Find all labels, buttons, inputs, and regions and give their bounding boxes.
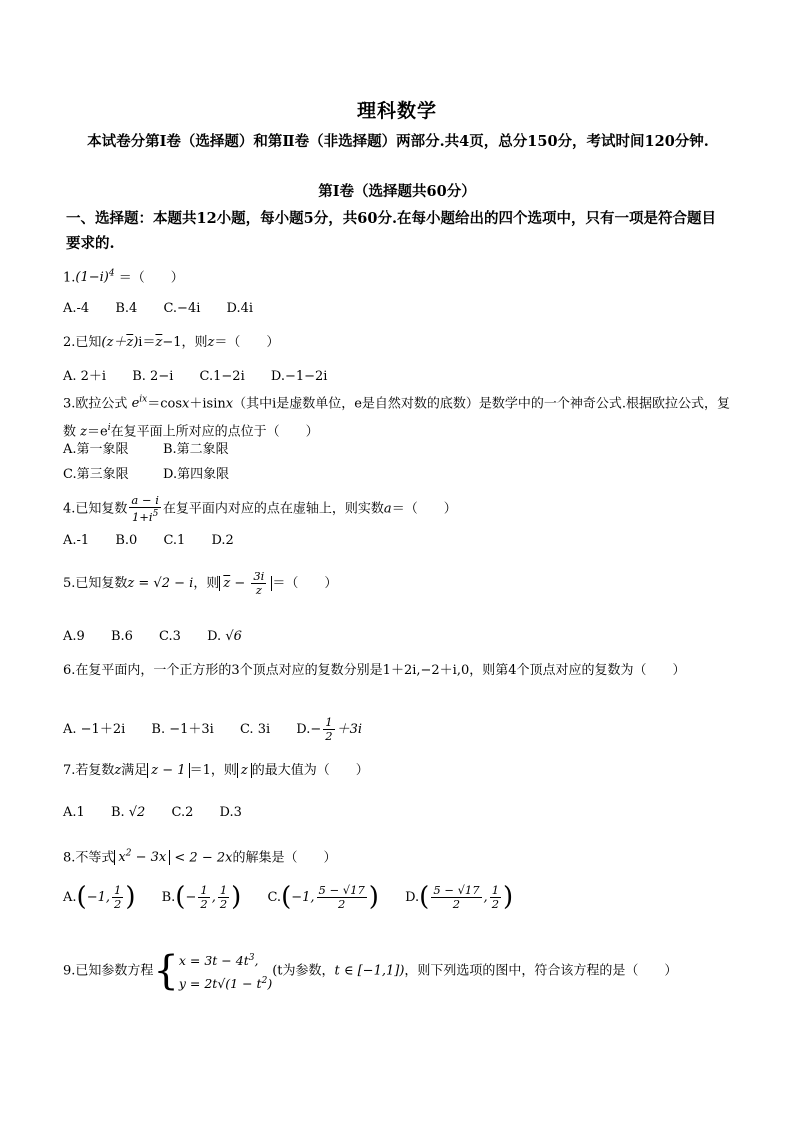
option-d[interactable]: D.2	[211, 533, 234, 548]
option-c[interactable]: C.1−2i	[199, 369, 245, 384]
option-a[interactable]: A. −1＋2i	[63, 722, 126, 737]
option-a[interactable]: A.1	[63, 805, 85, 820]
option-a[interactable]: A.-4	[63, 301, 90, 316]
option-d[interactable]: D. √6	[207, 629, 242, 644]
option-d[interactable]: D.−1−2i	[270, 369, 328, 384]
exam-info: 本试卷分第Ⅰ卷（选择题）和第Ⅱ卷（非选择题）两部分.共4页，总分150分，考试时间120分钟.	[87, 133, 709, 150]
option-b[interactable]: B.(− $\frac{1}{2}$ , $\frac{1}{2}$ )	[161, 882, 242, 912]
option-b[interactable]: B. 2−i	[132, 369, 174, 384]
question-9: 9.已知参数方程{ $x = 3t - 4t^3$, $y = 2t√(1 - t^2)$ (t为参数，t ∈ [−1,1])，则下列选项的图中，符合该方程的是（ ）	[63, 948, 678, 995]
question-5-options	[63, 624, 733, 649]
option-d[interactable]: D.3	[219, 805, 242, 820]
option-c[interactable]: C. 3i	[239, 722, 271, 737]
option-c[interactable]: C.2	[171, 805, 194, 820]
option-b[interactable]: B.6	[110, 629, 133, 644]
option-b[interactable]: B.0	[115, 533, 138, 548]
option-c[interactable]: C.3	[159, 629, 181, 644]
page-title: 理科数学	[356, 100, 437, 122]
question-4: 4.已知复数 $\frac{a - i}{1+i^5}$ 在复平面内对应的点在虚轴上，则实数a＝（ ）	[63, 493, 457, 524]
question-5: 5.已知复数z = √2 − i，则 $\overline{z}$ − $\frac{3i}{z}$ ＝（ ）	[63, 569, 338, 597]
option-d[interactable]: D.− $\frac{1}{2}$ ＋3i	[296, 715, 363, 743]
option-d[interactable]: D.4i	[226, 301, 254, 316]
option-a[interactable]: A.-1	[63, 533, 90, 548]
option-a[interactable]: A.9	[63, 629, 85, 644]
option-c[interactable]: C.第三象限	[63, 467, 129, 482]
option-b[interactable]: B. √2	[110, 805, 146, 820]
question-1: $1.(1-i)^4$ ＝（ ）	[63, 269, 184, 286]
question-8: 8.不等式 $x^2 - 3x < 2 - 2x$的解集是（ ）	[63, 849, 337, 866]
option-c[interactable]: C.−4i	[163, 301, 201, 316]
option-b[interactable]: B. −1＋3i	[151, 722, 214, 737]
question-7: 7.若复数z满足 z − 1 ＝1，则 z 的最大值为（ ）	[63, 763, 369, 778]
question-3: 3.欧拉公式 $e^{ix}=\cos x+isinx$（其中i是虚数单位，e是自然对数的底数）是数学中的一个神奇公式.根据欧拉公式，复数 $z=e^i$在复平面上所对应的点位于（ ）	[63, 395, 731, 440]
question-8-options	[63, 884, 733, 911]
option-c[interactable]: C.(−1, $\frac{5 - √17}{2}$ )	[267, 882, 379, 912]
option-d[interactable]: D.第四象限	[163, 467, 230, 482]
option-d[interactable]: D.( $\frac{5 - √17}{2}$ , $\frac{1}{2}$ )	[405, 882, 514, 912]
option-a[interactable]: A.(−1, $\frac{1}{2}$ )	[63, 882, 136, 912]
question-1-options	[63, 296, 733, 321]
question-2: 2.已知$(z+\overline{z})i=\overline{z}-1$，则z＝（ ）	[63, 335, 280, 350]
question-4-options	[63, 528, 733, 553]
question-3-options-row1	[63, 437, 733, 462]
option-c[interactable]: C.1	[163, 533, 186, 548]
question-7-options	[63, 800, 733, 825]
section-instructions: 一、选择题：本题共12小题，每小题5分，共60分.在每小题给出的四个选项中，只有一项是符合题目要求的.	[66, 210, 716, 252]
section-heading: 第Ⅰ卷（选择题共60分）	[318, 183, 476, 200]
question-3-options-row2	[63, 462, 733, 487]
option-a[interactable]: A.第一象限	[63, 442, 129, 457]
question-6-options	[63, 716, 733, 743]
option-b[interactable]: B.4	[115, 301, 138, 316]
option-b[interactable]: B.第二象限	[163, 442, 229, 457]
question-2-options	[63, 364, 733, 389]
question-6: 6.在复平面内，一个正方形的3个顶点对应的复数分别是1＋2i,−2＋i,0，则第4个顶点对应的复数为（ ）	[63, 663, 686, 678]
option-a[interactable]: A. 2＋i	[63, 369, 107, 384]
